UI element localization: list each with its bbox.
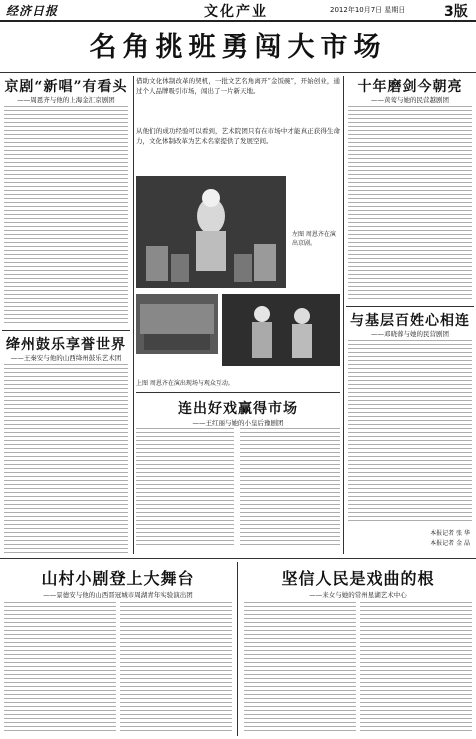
page-banner-title: 名角挑班勇闯大市场 bbox=[89, 32, 387, 63]
performers-image bbox=[222, 294, 340, 366]
article-6-body-right bbox=[120, 602, 232, 734]
bottom-section-divider bbox=[0, 558, 476, 559]
center-divider bbox=[136, 392, 340, 393]
article-5-title: 连出好戏赢得市场 bbox=[178, 401, 298, 417]
page-number: 3版 bbox=[444, 4, 468, 20]
intro-paragraph-1: 借助文化体制改革的契机，一批文艺名角离开“金饭碗”，开始创业，通过个人品牌吸引市场，闯出了一片新天地。 bbox=[136, 77, 340, 95]
article-7-body-right bbox=[360, 602, 472, 734]
article-1-body bbox=[4, 106, 128, 326]
newspaper-logo: 经济日报 bbox=[6, 4, 59, 18]
article-1-subtitle: ——周恩齐与他的上海金汇京剧团 bbox=[17, 96, 115, 104]
article-3-subtitle: ——王秦安与他的山西绛州鼓乐艺术团 bbox=[10, 354, 122, 362]
intro-paragraph-2: 从他们的成功经验可以看到，艺术院团只有在市场中才能真正获得生命力，文化体制改革为艺术名家提供了发展空间。 bbox=[136, 127, 340, 145]
article-6-subtitle: ——景德安与他的山西晋冠城市周湖青年实验演出团 bbox=[43, 591, 193, 599]
article-6-title: 山村小剧登上大舞台 bbox=[41, 569, 195, 588]
article-2-subtitle: ——黄莺与她的民营越剧团 bbox=[371, 96, 449, 104]
bottom-column-divider bbox=[237, 562, 238, 736]
performers-photo bbox=[222, 294, 340, 366]
issue-date: 2012年10月7日 星期日 bbox=[330, 6, 406, 14]
section-title: 文化产业 bbox=[204, 4, 268, 20]
column-divider-left bbox=[133, 76, 134, 554]
article-7-subtitle: ——来女与她的常州星湖艺术中心 bbox=[309, 591, 407, 599]
article-3-title: 绛州鼓乐享誉世界 bbox=[6, 337, 126, 353]
article-5-body-left bbox=[136, 428, 234, 548]
masthead bbox=[0, 0, 476, 22]
left-divider-1 bbox=[2, 330, 130, 331]
article-6-body-left bbox=[4, 602, 116, 734]
photo-caption-left: 左图 周恩齐在演出京剧。 bbox=[292, 231, 336, 247]
stage-small-image bbox=[136, 294, 218, 354]
article-3-body bbox=[4, 364, 128, 554]
article-4-title: 与基层百姓心相连 bbox=[350, 313, 470, 329]
photo-caption-bottom: 上图 周恩齐在演出现场与观众互动。 bbox=[136, 380, 234, 387]
article-7-body-left bbox=[244, 602, 356, 734]
opera-stage-image bbox=[136, 176, 286, 288]
opera-performance-photo bbox=[136, 176, 286, 288]
article-2-title: 十年磨剑今朝亮 bbox=[357, 79, 463, 95]
article-5-subtitle: ——王红丽与她的小皇后豫剧团 bbox=[192, 419, 284, 427]
right-divider-1 bbox=[346, 306, 474, 307]
column-divider-right bbox=[343, 76, 344, 554]
reporter-credit-1: 本报记者 张 华 bbox=[430, 530, 470, 537]
article-5-body-right bbox=[240, 428, 340, 548]
article-7-title: 坚信人民是戏曲的根 bbox=[281, 569, 435, 588]
stage-photo-small bbox=[136, 294, 218, 354]
reporter-credit-2: 本报记者 金 晶 bbox=[430, 540, 470, 547]
article-4-subtitle: ——邓晓蓉与她的民营剧团 bbox=[371, 330, 449, 338]
article-1-title: 京剧“新唱”有看头 bbox=[4, 79, 128, 95]
article-2-body bbox=[348, 106, 472, 302]
banner-divider bbox=[0, 72, 476, 73]
article-4-body bbox=[348, 340, 472, 524]
